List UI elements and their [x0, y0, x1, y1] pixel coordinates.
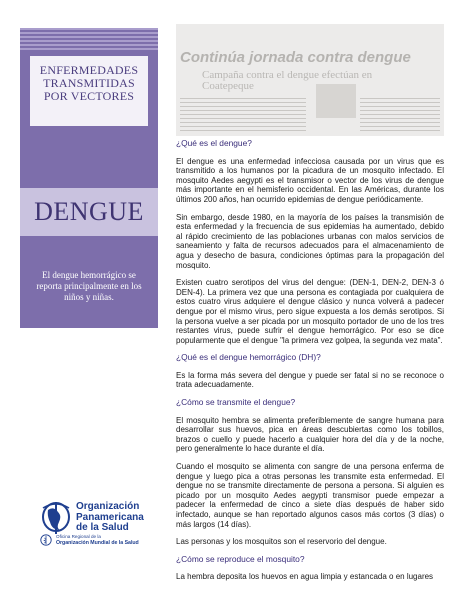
- paragraph: Las personas y los mosquitos son el reservorio del dengue.: [176, 537, 387, 547]
- panel-title: ENFERMEDADES TRANSMITIDAS POR VECTORES: [39, 63, 139, 103]
- paragraph: Sin embargo, desde 1980, en la mayoría de los países la transmisión de esta enfermedad y la frecuencia de sus epidemias ha aumentado, debido al rápido crecimiento de las poblaciones urbanas con malos servicios de saneamiento y falta de recursos adecuados para el almacenamiento de agua y desecho de basura, condiciones óptimas para la propagación del mosquito.: [176, 212, 444, 270]
- paho-logo: [40, 500, 180, 548]
- section-heading: ¿Qué es el dengue hemorrágico (DH)?: [176, 352, 321, 363]
- paragraph: Existen cuatro serotipos del virus del dengue: (DEN-1, DEN-2, DEN-3 ó DEN-4). La primera vez que una persona es contagiada por cualquiera de estos cuatro virus adquiere el dengue clásico y nunca volverá a padecer dengue por el mismo virus, pero sigue expuesta a los demás serotipos. Si la persona vuelve a ser picada por un mosquito portador de uno de los tres restantes virus, puede sufrir el dengue hemorrágico. Por eso se dice popularmente que el dengue "la primera vez golpea, la segunda vez mata".: [176, 278, 444, 345]
- decorative-stripes: [20, 28, 158, 52]
- clipping-photo: [316, 84, 356, 118]
- dengue-band: [20, 188, 158, 236]
- paragraph: El dengue es una enfermedad infecciosa causada por un virus que es transmitido a los humanos por la picadura de un mosquito infectado. El mosquito Aedes aegypti es el transmisor o vector de los virus de dengue más importante en el hemisferio occidental. En las Américas, durante los últimos 200 años, han ocurrido epidemias de dengue periódicamente.: [176, 156, 444, 204]
- clipping-text-column: [360, 98, 440, 132]
- section-heading: ¿Cómo se transmite el dengue?: [176, 397, 296, 408]
- globe-icon: [40, 500, 72, 538]
- panel-caption: El dengue hemorrágico se reporta principalmente en los niños y niñas.: [36, 270, 142, 302]
- paragraph: Es la forma más severa del dengue y puede ser fatal si no se reconoce o trata adecuadamente.: [176, 370, 444, 390]
- office-text: Oficina Regional de la Organización Mundial de la Salud: [56, 534, 139, 546]
- section-heading: ¿Qué es el dengue?: [176, 138, 252, 148]
- clipping-headline: Continúa jornada contra dengue: [180, 49, 411, 66]
- panel-title-box: [30, 56, 148, 126]
- paragraph: Cuando el mosquito se alimenta con sangre de una persona enferma de dengue y luego pica a otras personas les transmite esta enfermedad. El dengue no se transmite directamente de persona a persona. Si alguien es picado por un mosquito Aedes aegypti transmisor puede empezar a padecer la enfermedad de cinco a siete días después de haber sido infectado, aunque se han reportado algunos casos más cortos (3 días) o más largos (14 días).: [176, 462, 444, 529]
- clipping-text-column: [180, 98, 306, 132]
- who-emblem-icon: [40, 534, 52, 546]
- section-heading: ¿Cómo se reproduce el mosquito?: [176, 553, 305, 564]
- newspaper-clipping: [176, 24, 444, 136]
- organization-name: Organización Panamericana de la Salud: [76, 501, 144, 533]
- cover-panel: [20, 28, 158, 328]
- paragraph: El mosquito hembra se alimenta preferiblemente de sangre humana para desarrollar sus huevos, pica en áreas descubiertas como los tobillos, brazos o cuello y puede hacerlo a cualquier hora del día y de la noche, pero generalmente lo hace durante el día.: [176, 415, 444, 454]
- paragraph: La hembra deposita los huevos en agua limpia y estancada o en lugares: [176, 572, 434, 582]
- disease-title: DENGUE: [34, 197, 144, 226]
- clipping-subhead: Campaña contra el dengue efectúan en Coatepeque: [202, 69, 373, 92]
- article-body: [176, 139, 444, 590]
